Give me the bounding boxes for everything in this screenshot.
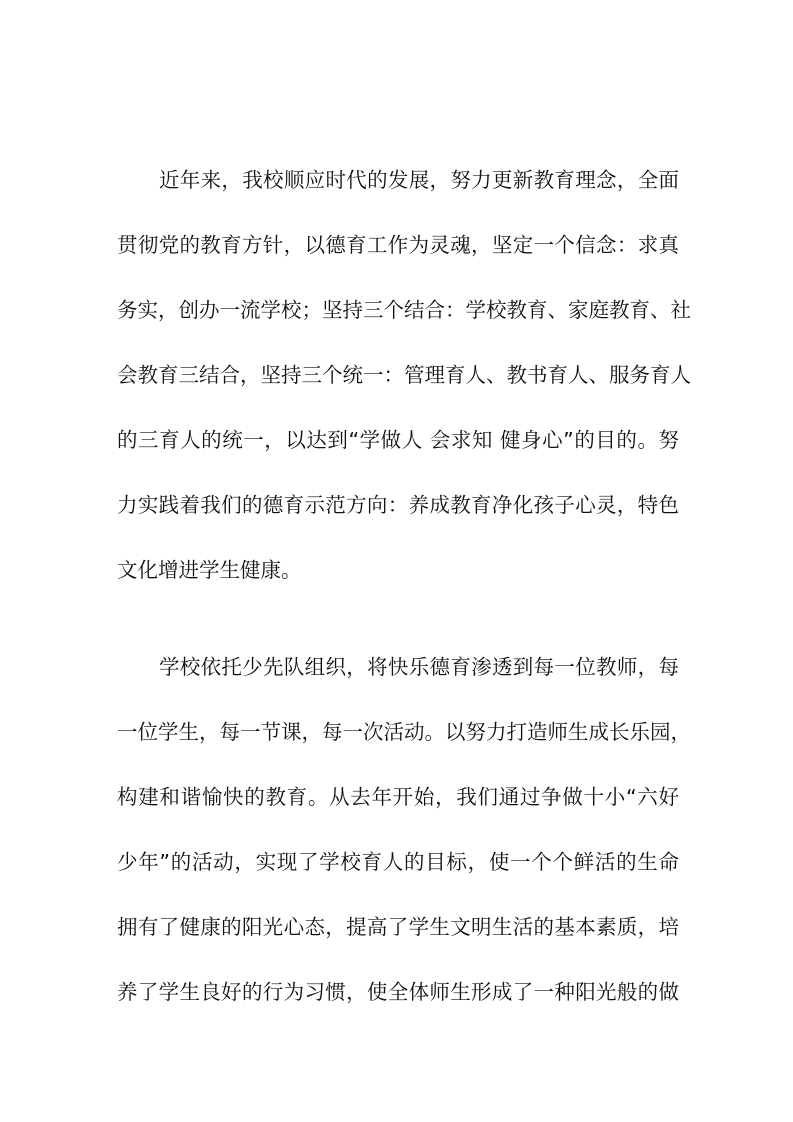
- paragraph-line: 构建和谐愉快的教育。从去年开始，我们通过争做十小“六好: [117, 785, 679, 809]
- paragraph-line: 贯彻党的教育方针，以德育工作为灵魂，坚定一个信念：求真: [117, 233, 679, 257]
- paragraph-line: 会教育三结合，坚持三个统一：管理育人、教书育人、服务育人: [117, 363, 691, 387]
- paragraph-line: 少年”的活动，实现了学校育人的目标，使一个个鲜活的生命: [117, 850, 679, 874]
- paragraph-2: [117, 649, 691, 1039]
- paragraph-line: 文化增进学生健康。: [117, 558, 302, 582]
- paragraph-line: 学校依托少先队组织，将快乐德育渗透到每一位教师，每: [159, 655, 679, 679]
- paragraph-line: 近年来，我校顺应时代的发展，努力更新教育理念，全面: [159, 168, 679, 192]
- paragraph-line: 拥有了健康的阳光心态，提高了学生文明生活的基本素质，培: [117, 915, 679, 939]
- paragraph-line: 一位学生，每一节课，每一次活动。以努力打造师生成长乐园，: [117, 720, 691, 744]
- paragraph-line: 务实，创办一流学校；坚持三个结合：学校教育、家庭教育、社: [117, 298, 691, 322]
- paragraph-1: [117, 162, 691, 617]
- paragraph-line: 养了学生良好的行为习惯，使全体师生形成了一种阳光般的做: [117, 980, 679, 1004]
- paragraph-line: 的三育人的统一，以达到“学做人 会求知 健身心”的目的。努: [117, 428, 679, 452]
- paragraph-line: 力实践着我们的德育示范方向：养成教育净化孩子心灵，特色: [117, 493, 679, 517]
